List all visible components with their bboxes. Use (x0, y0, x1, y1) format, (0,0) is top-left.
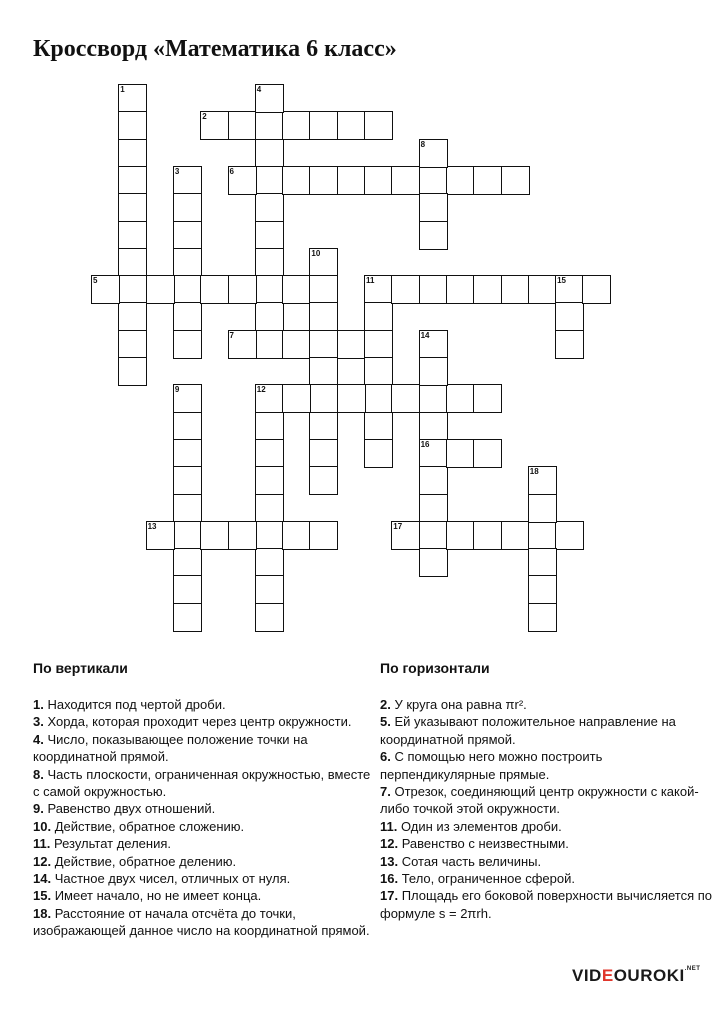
across-clue: 13. Сотая часть величины. (380, 853, 542, 869)
crossword-cell[interactable] (473, 439, 502, 468)
crossword-cell[interactable] (528, 494, 557, 523)
crossword-cell[interactable] (473, 166, 502, 195)
down-clue: 11. Результат деления. (33, 836, 171, 852)
crossword-cell[interactable] (419, 221, 448, 250)
crossword-cell[interactable] (255, 139, 284, 168)
crossword-cell[interactable] (337, 111, 366, 140)
crossword-cell[interactable] (419, 494, 448, 523)
crossword-cell[interactable] (255, 439, 284, 468)
clue-number: 4 (256, 85, 262, 94)
crossword-cell[interactable] (337, 166, 366, 195)
crossword-cell[interactable] (200, 521, 229, 550)
down-clue: 12. Действие, обратное делению. (33, 853, 237, 869)
crossword-cell[interactable] (446, 439, 475, 468)
crossword-cell[interactable] (118, 275, 147, 304)
clue-number: 15 (557, 276, 566, 286)
crossword-cell[interactable] (364, 439, 393, 468)
crossword-cell[interactable] (118, 221, 147, 250)
crossword-cell[interactable] (146, 275, 175, 304)
crossword-cell[interactable] (419, 384, 448, 413)
crossword-cell[interactable] (118, 111, 147, 140)
crossword-cell[interactable] (364, 330, 393, 359)
crossword-cell[interactable] (118, 248, 147, 277)
crossword-cell[interactable] (255, 548, 284, 577)
crossword-cell[interactable] (173, 603, 202, 632)
crossword-cell[interactable] (282, 521, 311, 550)
crossword-cell[interactable] (173, 575, 202, 604)
page-title: Кроссворд «Математика 6 класс» (33, 36, 397, 62)
crossword-cell[interactable] (118, 330, 147, 359)
crossword-cell[interactable] (255, 248, 284, 277)
crossword-cell[interactable] (391, 384, 420, 413)
crossword-cell[interactable] (309, 302, 338, 331)
crossword-cell[interactable] (309, 111, 338, 140)
crossword-cell[interactable] (528, 275, 557, 304)
crossword-cell[interactable] (446, 166, 475, 195)
crossword-cell[interactable] (282, 166, 311, 195)
crossword-cell[interactable] (501, 166, 530, 195)
down-clue: 4. Число, показывающее положение точки на координатной прямой. (33, 731, 308, 765)
clue-number: 10 (311, 248, 321, 258)
crossword-cell[interactable] (173, 466, 202, 495)
crossword-cell[interactable] (309, 521, 338, 550)
crossword-cell[interactable] (118, 302, 147, 331)
crossword-cell[interactable] (419, 166, 448, 195)
clue-number: 12 (256, 385, 266, 395)
crossword-cell[interactable] (173, 221, 202, 250)
clue-number: 11 (366, 276, 375, 286)
down-clue: 1. Находится под чертой дроби. (33, 697, 226, 712)
crossword-cell[interactable] (446, 521, 475, 550)
clue-number: 5 (93, 276, 98, 286)
crossword-cell[interactable] (173, 248, 202, 277)
clue-number: 6 (229, 166, 234, 176)
crossword-cell[interactable] (255, 193, 284, 222)
crossword-cell[interactable] (200, 275, 229, 304)
crossword-cell[interactable] (337, 330, 366, 359)
crossword-cell[interactable] (528, 521, 557, 550)
crossword-cell[interactable] (255, 221, 284, 250)
crossword-cell[interactable] (309, 439, 338, 468)
crossword-cell[interactable] (118, 166, 147, 195)
crossword-cell[interactable] (282, 275, 311, 304)
crossword-cell[interactable] (419, 548, 448, 577)
clue-number: 17 (393, 521, 403, 531)
crossword-cell[interactable] (501, 521, 530, 550)
crossword-cell[interactable] (582, 275, 611, 304)
crossword-cell[interactable] (173, 412, 202, 441)
crossword-cell[interactable] (173, 521, 202, 550)
crossword-cell[interactable] (419, 412, 448, 441)
clue-number: 7 (229, 330, 234, 340)
across-clue: 12. Равенство с неизвестными. (380, 836, 569, 852)
crossword-cell[interactable] (173, 330, 202, 359)
crossword-cell[interactable] (446, 275, 475, 304)
crossword-cell[interactable] (309, 466, 338, 495)
crossword-cell[interactable] (446, 384, 475, 413)
crossword-cell[interactable] (501, 275, 530, 304)
clue-number: 16 (420, 439, 430, 449)
crossword-cell[interactable] (419, 275, 448, 304)
crossword-cell[interactable] (309, 384, 338, 413)
crossword-cell[interactable] (255, 412, 284, 441)
crossword-cell[interactable] (255, 494, 284, 523)
crossword-cell[interactable] (173, 548, 202, 577)
across-clue-list (380, 696, 720, 922)
crossword-cell[interactable] (337, 384, 366, 413)
across-heading: По горизонтали (380, 660, 490, 676)
clue-number: 1 (120, 85, 125, 94)
crossword-cell[interactable] (118, 357, 147, 386)
crossword-cell[interactable] (473, 384, 502, 413)
down-clue-list (33, 696, 373, 940)
crossword-cell[interactable] (309, 330, 338, 359)
crossword-cell[interactable] (391, 166, 420, 195)
crossword-cell[interactable] (228, 275, 257, 304)
clue-number: 14 (420, 330, 430, 340)
crossword-cell[interactable] (528, 575, 557, 604)
crossword-cell[interactable] (282, 111, 311, 140)
crossword-cell[interactable] (555, 330, 584, 359)
across-clue: 6. С помощью него можно построить перпендикулярные прямые. (380, 749, 603, 782)
crossword-cell[interactable] (118, 139, 147, 168)
crossword-cell[interactable] (419, 193, 448, 222)
crossword-cell[interactable] (228, 521, 257, 550)
crossword-cell[interactable] (173, 494, 202, 523)
crossword-cell[interactable] (173, 275, 202, 304)
crossword-cell[interactable] (364, 166, 393, 195)
across-clue: 11. Один из элементов дроби. (380, 818, 562, 834)
crossword-cell[interactable] (228, 111, 257, 140)
across-clue: 5. Ей указывают положительное направление на координатной прямой. (380, 714, 676, 747)
crossword-cell[interactable] (419, 521, 448, 550)
clue-number: 2 (202, 112, 207, 122)
crossword-cell[interactable] (528, 548, 557, 577)
crossword-cell[interactable] (255, 466, 284, 495)
crossword-cell[interactable] (391, 275, 420, 304)
crossword-cell[interactable] (255, 521, 284, 550)
crossword-cell[interactable] (255, 575, 284, 604)
down-clue: 9. Равенство двух отношений. (33, 801, 216, 817)
crossword-cell[interactable] (364, 384, 393, 413)
down-heading: По вертикали (33, 660, 128, 676)
clue-number: 9 (174, 385, 180, 395)
crossword-cell[interactable] (364, 302, 393, 331)
crossword-cell[interactable] (309, 166, 338, 195)
crossword-cell[interactable] (309, 412, 338, 441)
across-clue: 16. Тело, ограниченное сферой. (380, 871, 575, 887)
down-clue: 14. Частное двух чисел, отличных от нуля. (33, 871, 291, 887)
down-clue: 18. Расстояние от начала отсчёта до точки, изображающей данное число на координатной прямой. (33, 905, 370, 939)
clue-number: 18 (529, 467, 539, 477)
across-clue: 2. У круга она равна πr². (380, 697, 527, 712)
crossword-cell[interactable] (118, 193, 147, 222)
crossword-cell[interactable] (555, 302, 584, 331)
crossword-cell[interactable] (255, 111, 284, 140)
crossword-cell[interactable] (364, 357, 393, 386)
crossword-cell[interactable] (473, 521, 502, 550)
crossword-cell[interactable] (473, 275, 502, 304)
down-clue: 10. Действие, обратное сложению. (33, 818, 245, 834)
crossword-cell[interactable] (364, 412, 393, 441)
crossword-cell[interactable] (255, 166, 284, 195)
crossword-cell[interactable] (419, 466, 448, 495)
crossword-cell[interactable] (528, 603, 557, 632)
crossword-cell[interactable] (282, 384, 311, 413)
crossword-cell[interactable] (255, 302, 284, 331)
crossword-cell[interactable] (173, 193, 202, 222)
crossword-cell[interactable] (309, 275, 338, 304)
down-clue: 3. Хорда, которая проходит через центр окружности. (33, 714, 352, 730)
crossword-cell[interactable] (364, 111, 393, 140)
crossword-cell[interactable] (173, 302, 202, 331)
across-clue: 17. Площадь его боковой поверхности вычисляется по формуле s = 2πrh. (380, 888, 713, 921)
clue-number: 13 (147, 521, 157, 531)
crossword-cell[interactable] (255, 603, 284, 632)
clue-number: 3 (174, 166, 180, 176)
clue-number: 8 (420, 139, 426, 149)
videouroki-logo: $VIDEOUROKI^{.NET}$ (572, 966, 701, 985)
crossword-cell[interactable] (555, 521, 584, 550)
crossword-cell[interactable] (309, 357, 338, 386)
crossword-cell[interactable] (255, 275, 284, 304)
down-clue: 8. Часть плоскости, ограниченная окружностью, вместе с самой окружностью. (33, 766, 371, 800)
crossword-cell[interactable] (255, 330, 284, 359)
crossword-cell[interactable] (282, 330, 311, 359)
across-clue: 7. Отрезок, соединяющий центр окружности с какой-либо точкой этой окружности. (380, 784, 699, 817)
crossword-cell[interactable] (419, 357, 448, 386)
crossword-cell[interactable] (173, 439, 202, 468)
down-clue: 15. Имеет начало, но не имеет конца. (33, 888, 262, 904)
